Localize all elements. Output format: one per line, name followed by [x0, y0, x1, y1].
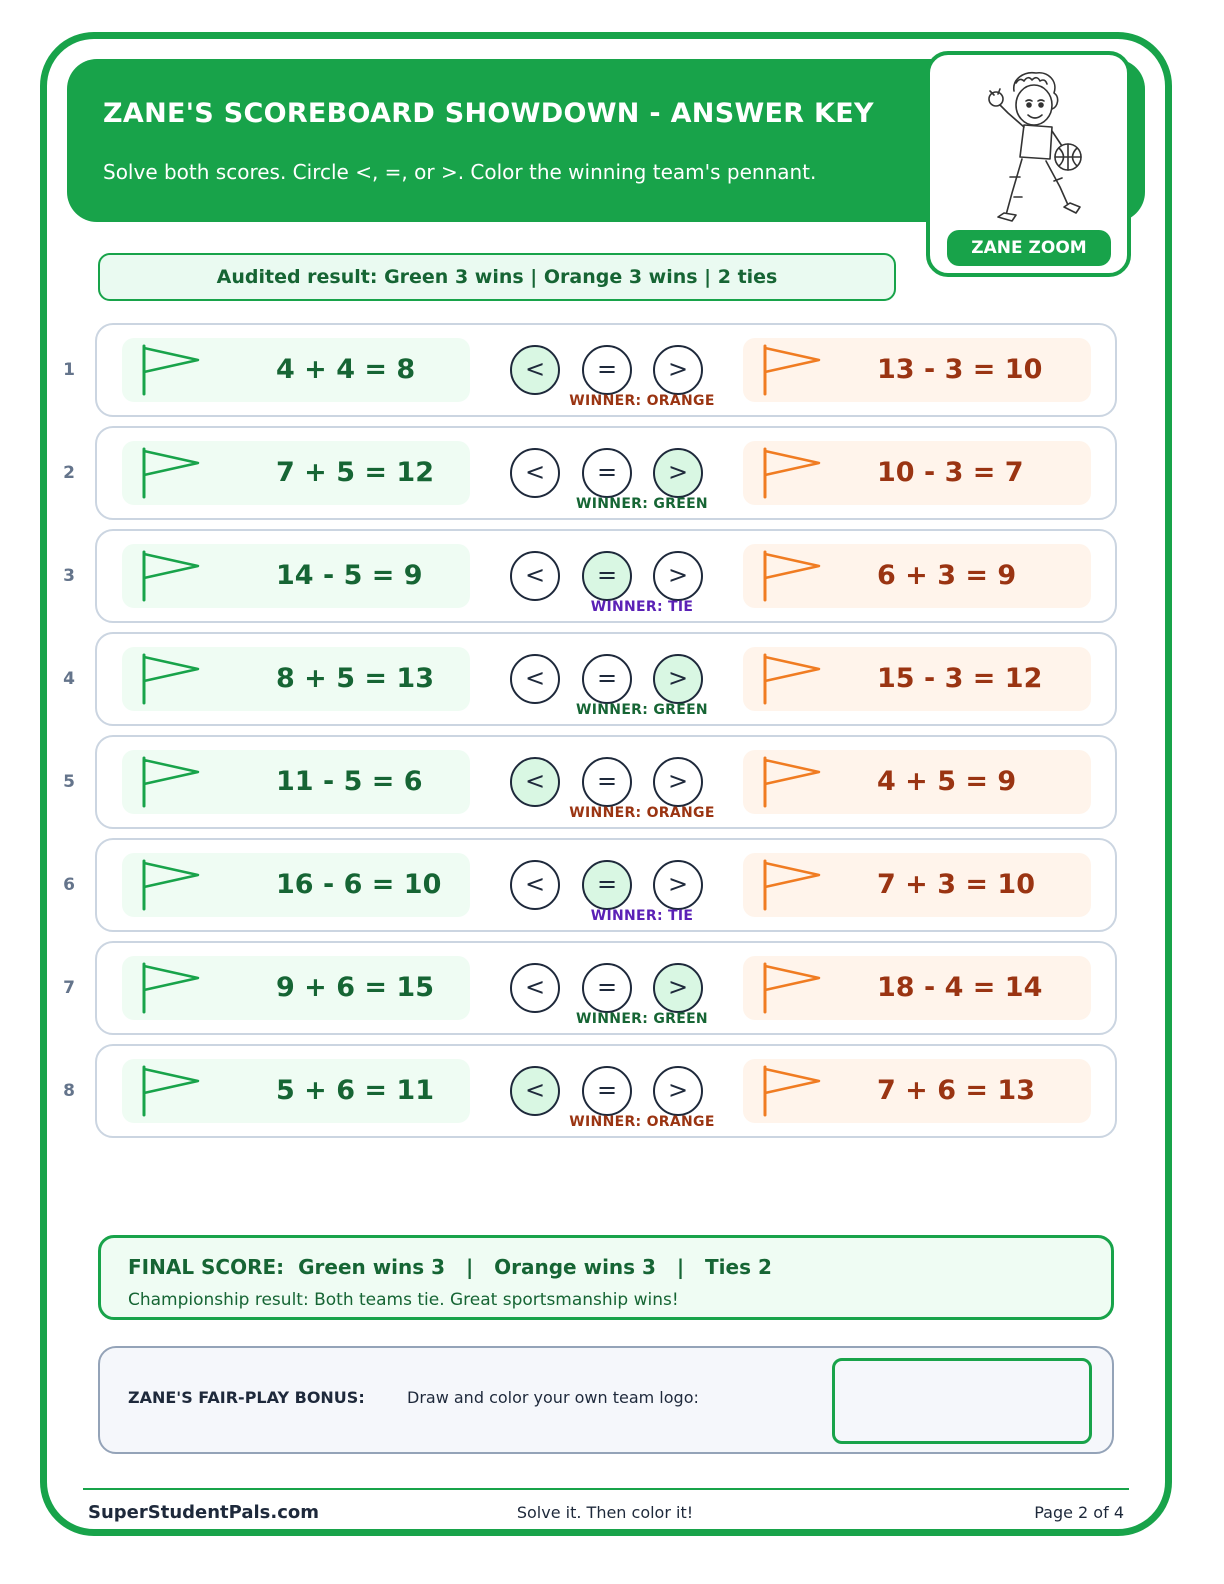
equal-choice[interactable]: = — [582, 860, 632, 910]
winner-label: WINNER: GREEN — [576, 496, 708, 512]
green-pennant-icon — [140, 550, 204, 602]
orange-equation: 13 - 3 = 10 — [877, 354, 1043, 385]
orange-pennant-icon — [761, 1065, 825, 1117]
orange-team-panel — [743, 1059, 1091, 1123]
green-team-panel — [122, 647, 470, 711]
green-team-panel — [122, 853, 470, 917]
orange-equation: 18 - 4 = 14 — [877, 972, 1043, 1003]
green-team-panel — [122, 750, 470, 814]
orange-pennant-icon — [761, 447, 825, 499]
orange-pennant-icon — [761, 962, 825, 1014]
less-than-choice[interactable]: < — [510, 448, 560, 498]
green-equation: 8 + 5 = 13 — [276, 663, 434, 694]
team-logo-drawing-area[interactable] — [832, 1358, 1092, 1444]
green-equation: 4 + 4 = 8 — [276, 354, 416, 385]
green-equation: 9 + 6 = 15 — [276, 972, 434, 1003]
green-equation: 5 + 6 = 11 — [276, 1075, 434, 1106]
greater-than-choice[interactable]: > — [653, 1066, 703, 1116]
audit-result-banner: Audited result: Green 3 wins | Orange 3 wins | 2 ties — [98, 253, 896, 301]
equal-choice[interactable]: = — [582, 757, 632, 807]
problem-row — [95, 426, 1117, 520]
orange-equation: 7 + 6 = 13 — [877, 1075, 1035, 1106]
greater-than-choice[interactable]: > — [653, 963, 703, 1013]
footer-site: SuperStudentPals.com — [88, 1502, 320, 1523]
row-number: 2 — [63, 463, 75, 483]
less-than-choice[interactable]: < — [510, 757, 560, 807]
problem-row — [95, 529, 1117, 623]
green-pennant-icon — [140, 447, 204, 499]
winner-label: WINNER: TIE — [590, 908, 694, 924]
orange-pennant-icon — [761, 550, 825, 602]
winner-label: WINNER: TIE — [590, 599, 694, 615]
winner-label: WINNER: ORANGE — [569, 805, 715, 821]
orange-team-panel — [743, 853, 1091, 917]
greater-than-choice[interactable]: > — [653, 551, 703, 601]
problem-row — [95, 735, 1117, 829]
green-team-panel — [122, 1059, 470, 1123]
orange-equation: 6 + 3 = 9 — [877, 560, 1017, 591]
less-than-choice[interactable]: < — [510, 551, 560, 601]
green-equation: 7 + 5 = 12 — [276, 457, 434, 488]
orange-equation: 4 + 5 = 9 — [877, 766, 1017, 797]
equal-choice[interactable]: = — [582, 448, 632, 498]
problem-row — [95, 941, 1117, 1035]
green-pennant-icon — [140, 756, 204, 808]
footer-page-number: Page 2 of 4 — [1034, 1503, 1124, 1522]
orange-pennant-icon — [761, 653, 825, 705]
equal-choice[interactable]: = — [582, 1066, 632, 1116]
green-equation: 11 - 5 = 6 — [276, 766, 423, 797]
problem-row — [95, 1044, 1117, 1138]
instructions: Solve both scores. Circle <, =, or >. Color the winning team's pennant. — [103, 160, 817, 184]
equal-choice[interactable]: = — [582, 345, 632, 395]
character-illustration — [968, 69, 1092, 235]
orange-equation: 7 + 3 = 10 — [877, 869, 1035, 900]
green-pennant-icon — [140, 962, 204, 1014]
greater-than-choice[interactable]: > — [653, 757, 703, 807]
row-number: 3 — [63, 566, 75, 586]
equal-choice[interactable]: = — [582, 551, 632, 601]
row-number: 8 — [63, 1081, 75, 1101]
page-title: ZANE'S SCOREBOARD SHOWDOWN - ANSWER KEY — [103, 98, 874, 129]
green-pennant-icon — [140, 1065, 204, 1117]
green-pennant-icon — [140, 859, 204, 911]
winner-label: WINNER: ORANGE — [569, 1114, 715, 1130]
green-pennant-icon — [140, 344, 204, 396]
winner-label: WINNER: GREEN — [576, 702, 708, 718]
bonus-box — [98, 1346, 1114, 1454]
problem-row — [95, 838, 1117, 932]
problem-row — [95, 323, 1117, 417]
row-number: 1 — [63, 360, 75, 380]
less-than-choice[interactable]: < — [510, 1066, 560, 1116]
orange-team-panel — [743, 544, 1091, 608]
championship-result: Championship result: Both teams tie. Great sportsmanship wins! — [128, 1290, 679, 1310]
character-card — [926, 51, 1131, 277]
orange-team-panel — [743, 956, 1091, 1020]
bonus-label: ZANE'S FAIR-PLAY BONUS: — [128, 1388, 365, 1407]
equal-choice[interactable]: = — [582, 654, 632, 704]
orange-team-panel — [743, 338, 1091, 402]
row-number: 5 — [63, 772, 75, 792]
row-number: 6 — [63, 875, 75, 895]
orange-pennant-icon — [761, 859, 825, 911]
orange-equation: 10 - 3 = 7 — [877, 457, 1024, 488]
orange-pennant-icon — [761, 756, 825, 808]
bonus-prompt: Draw and color your own team logo: — [407, 1388, 699, 1407]
green-team-panel — [122, 338, 470, 402]
greater-than-choice[interactable]: > — [653, 654, 703, 704]
final-score-line: FINAL SCORE: Green wins 3 | Orange wins 3 | Ties 2 — [128, 1255, 772, 1279]
orange-pennant-icon — [761, 344, 825, 396]
orange-equation: 15 - 3 = 12 — [877, 663, 1043, 694]
less-than-choice[interactable]: < — [510, 860, 560, 910]
orange-team-panel — [743, 441, 1091, 505]
row-number: 4 — [63, 669, 75, 689]
footer-divider — [83, 1488, 1129, 1490]
green-equation: 14 - 5 = 9 — [276, 560, 423, 591]
orange-team-panel — [743, 647, 1091, 711]
greater-than-choice[interactable]: > — [653, 448, 703, 498]
green-team-panel — [122, 956, 470, 1020]
footer-tagline: Solve it. Then color it! — [516, 1503, 694, 1522]
final-score-box — [98, 1235, 1114, 1320]
less-than-choice[interactable]: < — [510, 654, 560, 704]
green-pennant-icon — [140, 653, 204, 705]
less-than-choice[interactable]: < — [510, 345, 560, 395]
character-name-badge: ZANE ZOOM — [947, 230, 1111, 266]
green-equation: 16 - 6 = 10 — [276, 869, 442, 900]
orange-team-panel — [743, 750, 1091, 814]
green-team-panel — [122, 544, 470, 608]
equal-choice[interactable]: = — [582, 963, 632, 1013]
problem-row — [95, 632, 1117, 726]
winner-label: WINNER: ORANGE — [569, 393, 715, 409]
greater-than-choice[interactable]: > — [653, 345, 703, 395]
winner-label: WINNER: GREEN — [576, 1011, 708, 1027]
less-than-choice[interactable]: < — [510, 963, 560, 1013]
row-number: 7 — [63, 978, 75, 998]
greater-than-choice[interactable]: > — [653, 860, 703, 910]
green-team-panel — [122, 441, 470, 505]
